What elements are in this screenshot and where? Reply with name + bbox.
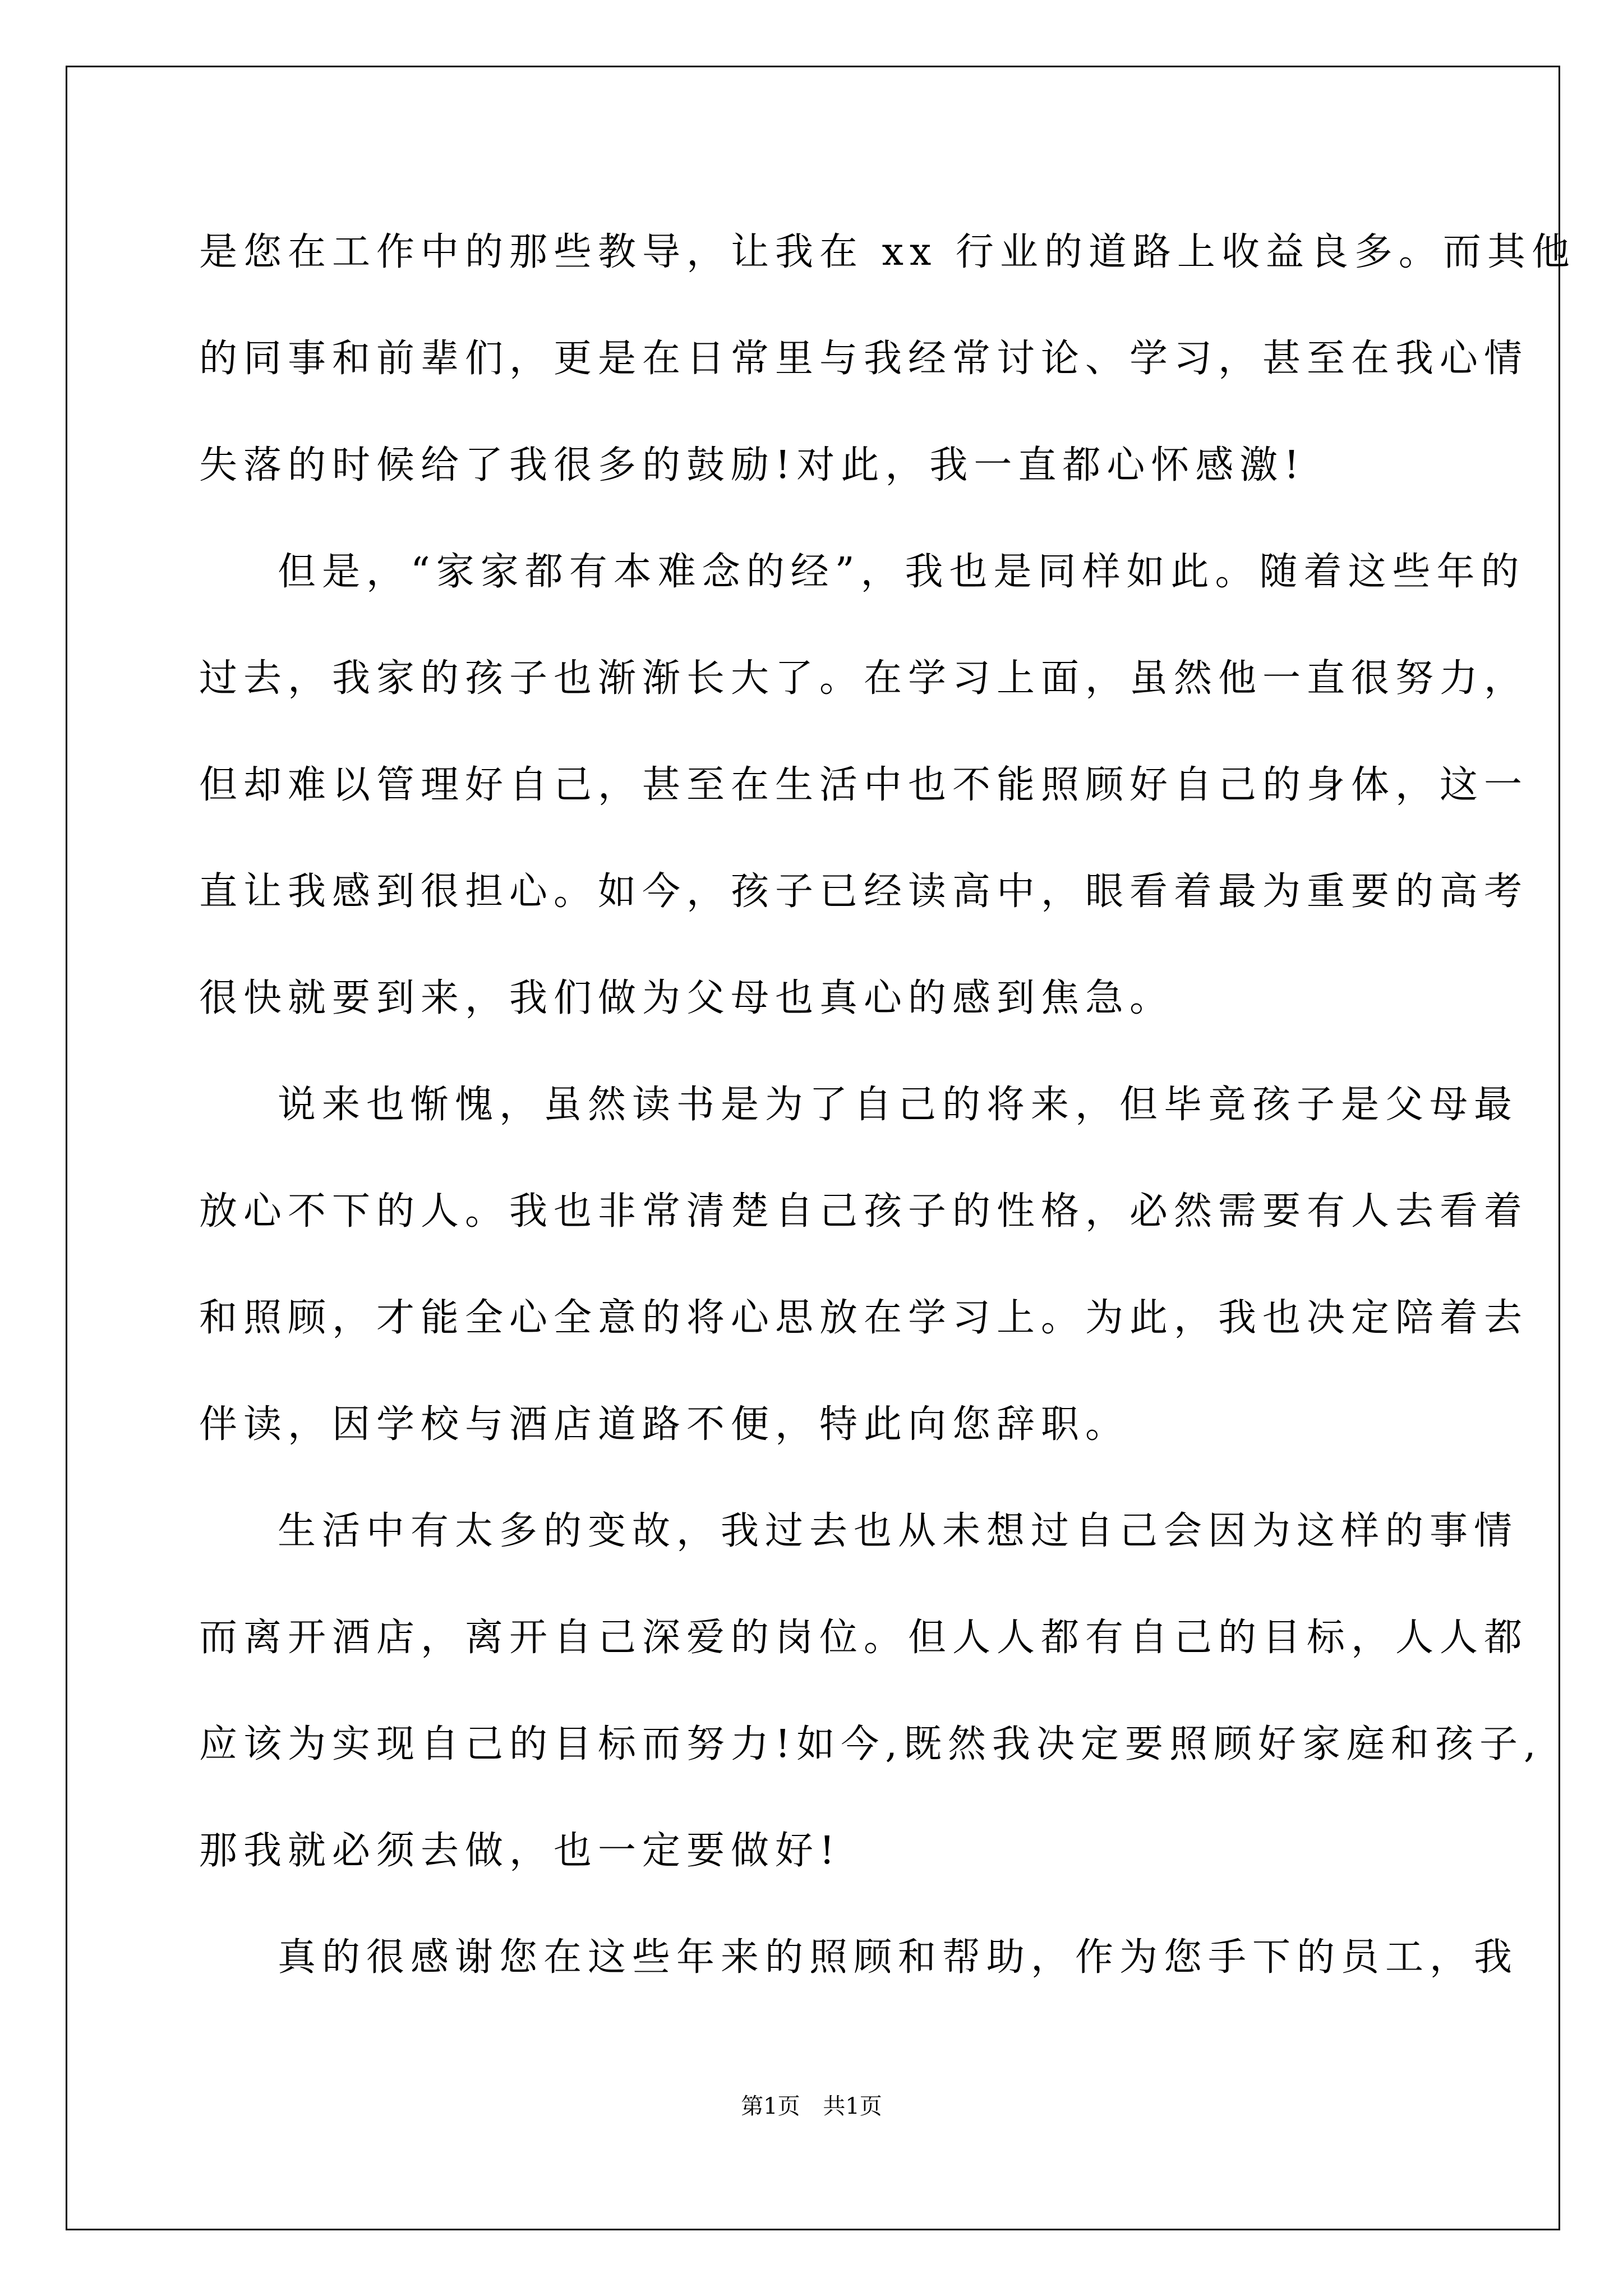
text-line: 的同事和前辈们，更是在日常里与我经常讨论、学习，甚至在我心情 bbox=[199, 337, 1529, 381]
page-total: 共1页 bbox=[823, 2093, 882, 2119]
paragraph-start-line: 真的很感谢您在这些年来的照顾和帮助，作为您手下的员工，我 bbox=[278, 1935, 1519, 1980]
text-line: 但却难以管理好自己，甚至在生活中也不能照顾好自己的身体，这一 bbox=[199, 763, 1529, 807]
text-line: 过去，我家的孩子也渐渐长大了。在学习上面，虽然他一直很努力， bbox=[199, 656, 1529, 701]
text-line: 那我就必须去做，也一定要做好! bbox=[199, 1829, 841, 1873]
page-footer bbox=[0, 2090, 1623, 2123]
text-line: 放心不下的人。我也非常清楚自己孩子的性格，必然需要有人去看着 bbox=[199, 1189, 1529, 1234]
text-line: 伴读，因学校与酒店道路不便，特此向您辞职。 bbox=[199, 1402, 1130, 1447]
page-number: 第1页 bbox=[741, 2093, 800, 2119]
text-line: 和照顾，才能全心全意的将心思放在学习上。为此，我也决定陪着去 bbox=[199, 1296, 1529, 1340]
text-line: 应该为实现自己的目标而努力!如今,既然我决定要照顾好家庭和孩子, bbox=[199, 1722, 1542, 1766]
paragraph-start-line: 但是，“家家都有本难念的经”，我也是同样如此。随着这些年的 bbox=[278, 550, 1525, 594]
text-line: 失落的时候给了我很多的鼓励!对此，我一直都心怀感激! bbox=[199, 443, 1306, 487]
text-line: 而离开酒店，离开自己深爱的岗位。但人人都有自己的目标，人人都 bbox=[199, 1616, 1529, 1660]
text-line: 直让我感到很担心。如今，孩子已经读高中，眼看着最为重要的高考 bbox=[199, 869, 1529, 914]
paragraph-start-line: 生活中有太多的变故，我过去也从未想过自己会因为这样的事情 bbox=[278, 1509, 1519, 1553]
paragraph-start-line: 说来也惭愧，虽然读书是为了自己的将来，但毕竟孩子是父母最 bbox=[278, 1083, 1519, 1127]
text-line: 是您在工作中的那些教导，让我在 xx 行业的道路上收益良多。而其他 bbox=[199, 230, 1576, 274]
text-line: 很快就要到来，我们做为父母也真心的感到焦急。 bbox=[199, 976, 1174, 1020]
